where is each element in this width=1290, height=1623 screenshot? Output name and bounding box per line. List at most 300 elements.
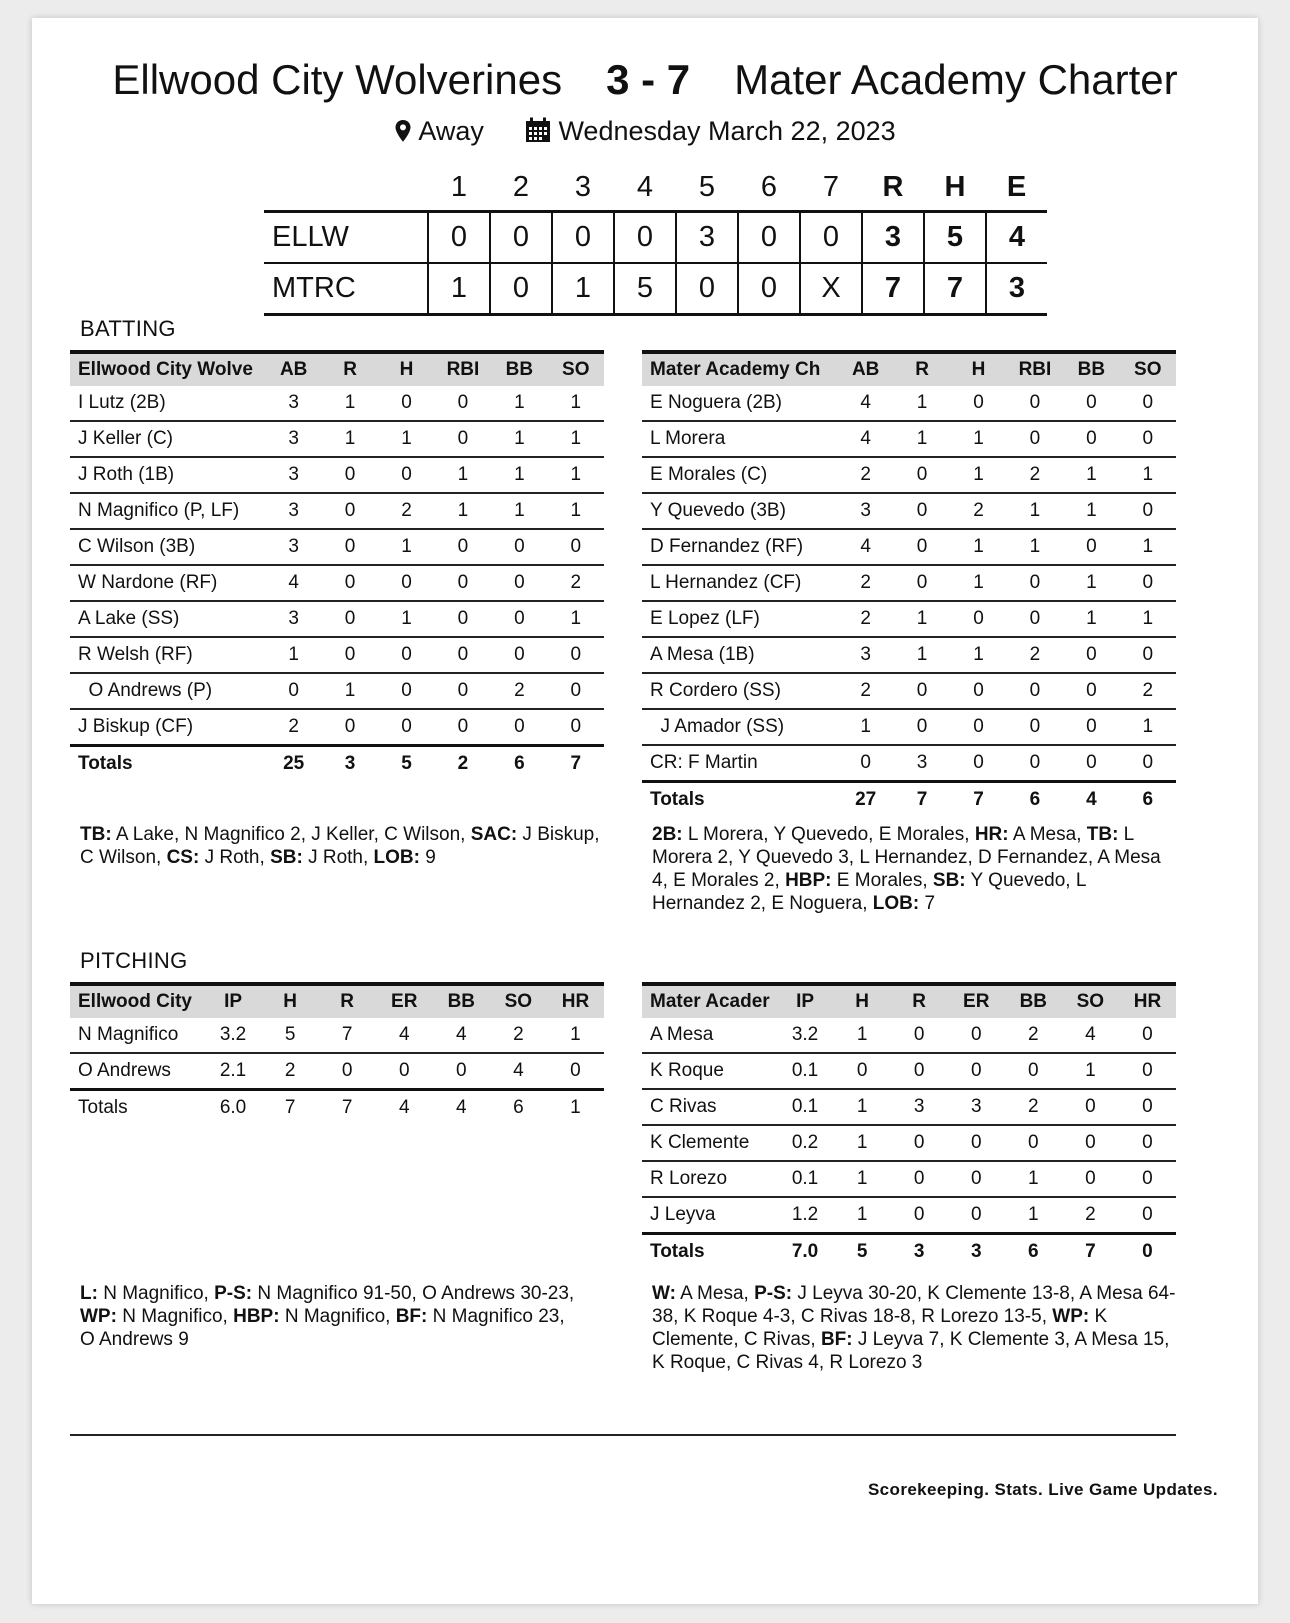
totals-label: Totals	[70, 1090, 205, 1126]
stat-cell: 3	[265, 601, 321, 637]
note-stat-label: LOB:	[373, 847, 420, 868]
player-name: R Welsh (RF)	[70, 637, 265, 673]
totals-label: Totals	[642, 782, 837, 818]
hits-cell: 5	[924, 212, 986, 264]
stat-cell: 3	[837, 493, 893, 529]
stat-cell: 0	[1063, 709, 1119, 745]
team-column-header: Mater Academy Ch	[650, 359, 821, 380]
totals-cell: 7	[950, 782, 1006, 818]
totals-cell: 6	[491, 746, 547, 782]
note-stat-label: HBP:	[785, 870, 832, 891]
totals-row	[642, 782, 1176, 818]
linescore-row-home	[264, 263, 1047, 315]
stat-column-header: H	[855, 991, 869, 1012]
note-stat-text: E Morales,	[831, 870, 933, 891]
player-row	[70, 386, 604, 421]
stat-cell: 3	[265, 457, 321, 493]
pitching-notes-home	[652, 1282, 1180, 1374]
table-header-row	[70, 984, 604, 1018]
stat-cell: 1	[570, 392, 582, 413]
note-stat-text: L Morera 2, Y Quevedo 3, L Hernandez, D Fernandez, A Mesa 4, E Morales 2,	[652, 824, 1161, 891]
stat-cell: 0	[1063, 673, 1119, 709]
stat-column-header: R	[912, 991, 927, 1012]
stat-column-header: SO	[1076, 991, 1105, 1012]
stat-column-header: RBI	[446, 359, 480, 380]
stat-cell: 0	[319, 1053, 376, 1090]
batting-notes-home	[652, 823, 1172, 915]
pitching-table-away	[70, 982, 604, 1125]
batting-table-home	[642, 350, 1176, 817]
inning-header: 6	[760, 170, 778, 203]
stat-cell: 4	[837, 421, 893, 457]
totals-cell: 4	[376, 1090, 433, 1126]
stat-cell: 2	[1007, 637, 1063, 673]
stat-cell: 0	[948, 1161, 1005, 1197]
totals-cell: 6.0	[205, 1090, 262, 1126]
inning-header: 7	[822, 170, 840, 203]
totals-label: Totals	[70, 746, 265, 782]
stat-cell: 1	[834, 1125, 891, 1161]
stat-cell: 0	[378, 565, 434, 601]
table-header-row	[70, 352, 604, 386]
stat-cell: 2	[837, 457, 893, 493]
note-stat-label: SAC:	[470, 824, 518, 845]
stat-cell: 4	[1085, 1024, 1096, 1045]
stat-cell: 1	[1007, 529, 1063, 565]
stat-cell: 1	[950, 565, 1006, 601]
stat-cell: 4	[265, 565, 321, 601]
note-stat-text: Y Quevedo, L Hernandez 2, E Noguera,	[652, 870, 1086, 914]
stat-cell: 0	[1007, 673, 1063, 709]
inning-cell: 0	[738, 263, 800, 315]
note-stat-label: SB:	[270, 847, 303, 868]
stat-cell: 0	[1062, 1089, 1119, 1125]
note-stat-label: TB:	[80, 824, 112, 845]
player-name: A Mesa	[650, 1024, 714, 1045]
stat-cell: 1	[894, 421, 950, 457]
stat-cell: 0	[435, 421, 491, 457]
inning-header: 1	[450, 170, 468, 203]
batting-notes-away	[80, 823, 600, 869]
final-score: 3 - 7	[606, 56, 691, 103]
inning-header: 4	[636, 170, 654, 203]
stat-cell: 3.2	[219, 1024, 247, 1045]
runs-cell: 3	[862, 212, 924, 264]
stat-cell: 2	[513, 1024, 524, 1045]
batting-table-away	[70, 350, 604, 781]
stat-cell: 7	[341, 1024, 353, 1045]
stat-cell: 0	[948, 1053, 1005, 1089]
player-row	[642, 1053, 1176, 1089]
stat-cell: 2	[265, 709, 321, 746]
stat-cell: 1	[894, 637, 950, 673]
player-row	[70, 601, 604, 637]
stat-cell: 2	[837, 565, 893, 601]
stat-cell: 0	[435, 709, 491, 746]
note-stat-text: N Magnifico,	[116, 1306, 234, 1327]
totals-row	[70, 1090, 604, 1126]
stat-cell: 4	[837, 529, 893, 565]
stat-cell: 2	[548, 565, 604, 601]
footer-divider	[70, 1434, 1176, 1436]
stat-cell: 2	[1120, 673, 1176, 709]
stat-cell: 3	[265, 493, 321, 529]
stat-cell: 1	[1120, 457, 1176, 493]
stat-cell: 0	[322, 457, 378, 493]
stat-cell: 0	[1120, 421, 1176, 457]
stat-cell: 0	[435, 673, 491, 709]
team-abbr: ELLW	[272, 221, 349, 253]
stat-cell: 0	[548, 529, 604, 565]
totals-cell: 6	[1120, 782, 1176, 818]
stat-column-header: IP	[224, 991, 243, 1012]
game-title	[32, 56, 1258, 104]
inning-cell: X	[800, 263, 862, 315]
stat-cell: 1	[378, 529, 434, 565]
stat-cell: 0	[1007, 421, 1063, 457]
inning-header: 5	[698, 170, 716, 203]
player-name: E Morales (C)	[642, 457, 837, 493]
pitching-table-home	[642, 982, 1176, 1269]
stat-cell: 0	[1005, 1053, 1062, 1089]
note-stat-text: N Magnifico 91-50, O Andrews 30-23,	[252, 1283, 575, 1304]
player-row	[70, 1053, 604, 1090]
stat-cell: 0	[322, 709, 378, 746]
stat-cell: 0	[322, 529, 378, 565]
note-stat-text: N Magnifico,	[279, 1306, 396, 1327]
note-stat-label: P-S:	[214, 1283, 253, 1304]
stat-cell: 0.1	[777, 1089, 834, 1125]
stat-cell: 0	[1120, 565, 1176, 601]
inning-cell: 0	[490, 212, 552, 264]
player-name: O Andrews	[70, 1053, 205, 1090]
stat-cell: 0	[891, 1161, 948, 1197]
stat-cell: 0	[547, 1053, 604, 1090]
stat-cell: 1	[894, 601, 950, 637]
note-stat-label: TB:	[1086, 824, 1119, 845]
stat-column-header: ER	[391, 991, 418, 1012]
stat-cell: 1	[548, 457, 604, 493]
inning-cell: 0	[552, 212, 614, 264]
inning-cell: 3	[676, 212, 738, 264]
note-stat-text: L Morera, Y Quevedo, E Morales,	[682, 824, 975, 845]
player-name: J Amador (SS)	[642, 709, 837, 745]
stat-cell: 1	[916, 392, 928, 413]
inning-cell: 0	[676, 263, 738, 315]
stat-cell: 0	[378, 673, 434, 709]
stat-column-header: AB	[851, 359, 880, 380]
player-name: D Fernandez (RF)	[642, 529, 837, 565]
stat-cell: 1	[378, 421, 434, 457]
stat-cell: 0	[894, 709, 950, 745]
stat-cell: 0	[894, 673, 950, 709]
stat-cell: 0	[1120, 493, 1176, 529]
totals-cell: 1	[547, 1090, 604, 1126]
stat-cell: 3	[288, 392, 299, 413]
note-stat-text: J Leyva 30-20, K Clemente 13-8, A Mesa 64-38, K Roque 4-3, C Rivas 18-8, R Lorezo 13-5,	[652, 1283, 1176, 1327]
stat-cell: 0	[950, 601, 1006, 637]
stat-cell: 1	[435, 457, 491, 493]
player-row	[642, 1161, 1176, 1197]
stat-cell: 4	[398, 1024, 410, 1045]
player-name: J Leyva	[642, 1197, 777, 1234]
stat-cell: 0	[322, 493, 378, 529]
stat-cell: 1	[1120, 529, 1176, 565]
stat-cell: 1	[1005, 1161, 1062, 1197]
stat-cell: 0	[376, 1053, 433, 1090]
stat-cell: 0	[435, 565, 491, 601]
player-name: Y Quevedo (3B)	[642, 493, 837, 529]
player-name: R Lorezo	[642, 1161, 777, 1197]
stat-cell: 0	[891, 1125, 948, 1161]
stat-column-header: SO	[1134, 359, 1162, 380]
stat-column-header: BB	[505, 359, 534, 380]
stat-cell: 1	[514, 392, 525, 413]
stat-cell: 1	[548, 421, 604, 457]
stat-cell: 0	[891, 1053, 948, 1089]
note-stat-text: 7	[919, 893, 936, 914]
stat-cell: 0	[1005, 1125, 1062, 1161]
player-name: J Keller (C)	[70, 421, 265, 457]
player-name: R Cordero (SS)	[642, 673, 837, 709]
stat-cell: 5	[284, 1024, 296, 1045]
note-stat-text: J Biskup, C Wilson,	[80, 824, 600, 868]
stat-cell: 0.1	[777, 1161, 834, 1197]
stat-cell: 0	[435, 637, 491, 673]
stat-cell: 0	[1119, 1089, 1176, 1125]
totals-cell: 6	[490, 1090, 547, 1126]
stat-cell: 0	[894, 565, 950, 601]
inning-cell: 0	[738, 212, 800, 264]
stat-cell: 2	[1028, 1024, 1039, 1045]
stat-column-header: HR	[561, 991, 590, 1012]
totals-row	[642, 1234, 1176, 1270]
stat-cell: 1	[435, 493, 491, 529]
stat-cell: 0	[1029, 392, 1041, 413]
totals-cell: 7	[548, 746, 604, 782]
note-stat-text: J Roth,	[199, 847, 271, 868]
totals-cell: 6	[1005, 1234, 1062, 1270]
stat-cell: 0	[894, 529, 950, 565]
stat-cell: 0	[1062, 1125, 1119, 1161]
inning-cell: 0	[800, 212, 862, 264]
stat-cell: 0	[1119, 1053, 1176, 1089]
stat-cell: 1	[837, 709, 893, 745]
player-row	[642, 565, 1176, 601]
stat-cell: 0	[1063, 529, 1119, 565]
stat-column-header: H	[971, 359, 986, 380]
player-name: CR: F Martin	[642, 745, 837, 782]
stat-cell: 1.2	[777, 1197, 834, 1234]
stat-cell: 1	[834, 1089, 891, 1125]
map-pin-icon	[394, 116, 412, 146]
player-row	[70, 421, 604, 457]
stat-cell: 0	[1007, 565, 1063, 601]
stat-cell: 1	[1120, 709, 1176, 745]
stat-cell: 0	[491, 637, 547, 673]
team-column-header: Ellwood City Wolve	[78, 359, 253, 380]
note-stat-label: WP:	[1052, 1306, 1090, 1327]
inning-header: 2	[512, 170, 530, 203]
stat-cell: 1	[834, 1161, 891, 1197]
totals-cell: 2	[435, 746, 491, 782]
totals-cell: 7	[1062, 1234, 1119, 1270]
totals-cell: 3	[891, 1234, 948, 1270]
player-name: J Biskup (CF)	[70, 709, 265, 746]
team-column-header: Mater Acader	[650, 991, 770, 1012]
stat-cell: 0	[457, 392, 469, 413]
stat-cell: 0	[1086, 392, 1097, 413]
stat-cell: 0	[265, 673, 321, 709]
inning-cell: 5	[614, 263, 676, 315]
stat-cell: 0	[913, 1024, 925, 1045]
player-name: K Clemente	[642, 1125, 777, 1161]
runs-cell: 7	[862, 263, 924, 315]
stat-column-header: BB	[1019, 991, 1048, 1012]
note-stat-text: J Roth,	[302, 847, 374, 868]
note-stat-label: HR:	[974, 824, 1009, 845]
stat-cell: 3	[265, 529, 321, 565]
stat-cell: 0	[322, 637, 378, 673]
note-stat-label: L:	[80, 1283, 98, 1304]
player-row	[642, 709, 1176, 745]
stat-cell: 0	[1063, 421, 1119, 457]
stat-cell: 1	[834, 1197, 891, 1234]
player-row	[70, 637, 604, 673]
errors-header: E	[1006, 170, 1027, 203]
stat-cell: 0	[1120, 745, 1176, 782]
note-stat-text: J Leyva 7, K Clemente 3, A Mesa 15, K Roque, C Rivas 4, R Lorezo 3	[652, 1329, 1170, 1373]
stat-column-header: R	[343, 359, 357, 380]
stat-cell: 3.2	[791, 1024, 819, 1045]
player-row	[70, 1018, 604, 1053]
stat-cell: 0	[433, 1053, 490, 1090]
stat-cell: 1	[950, 457, 1006, 493]
stat-cell: 0	[894, 457, 950, 493]
stat-cell: 0	[491, 601, 547, 637]
totals-cell: 7.0	[777, 1234, 834, 1270]
player-row	[642, 457, 1176, 493]
stat-cell: 2.1	[205, 1053, 262, 1090]
player-row	[642, 386, 1176, 421]
stat-column-header: HR	[1133, 991, 1162, 1012]
player-row	[70, 529, 604, 565]
stat-cell: 0.2	[777, 1125, 834, 1161]
footer-tagline: Scorekeeping. Stats. Live Game Updates.	[867, 1480, 1218, 1499]
stat-cell: 0	[950, 709, 1006, 745]
player-row	[642, 421, 1176, 457]
stat-cell: 2	[1005, 1089, 1062, 1125]
player-row	[642, 637, 1176, 673]
stat-column-header: BB	[447, 991, 476, 1012]
player-name: J Roth (1B)	[70, 457, 265, 493]
stat-cell: 0.1	[777, 1053, 834, 1089]
stat-cell: 0	[837, 745, 893, 782]
stat-column-header: R	[340, 991, 355, 1012]
stat-column-header: IP	[796, 991, 815, 1012]
stat-cell: 2	[491, 673, 547, 709]
note-stat-text: A Lake, N Magnifico 2, J Keller, C Wilson,	[111, 824, 471, 845]
totals-label: Totals	[642, 1234, 777, 1270]
player-row	[70, 709, 604, 746]
note-stat-text: A Mesa,	[675, 1283, 755, 1304]
inning-cell: 1	[552, 263, 614, 315]
stat-column-header: SO	[504, 991, 533, 1012]
stat-column-header: BB	[1077, 359, 1106, 380]
note-stat-label: P-S:	[754, 1283, 793, 1304]
stat-cell: 0	[891, 1197, 948, 1234]
totals-cell: 25	[265, 746, 321, 782]
stat-cell: 1	[378, 601, 434, 637]
note-stat-label: BF:	[395, 1306, 428, 1327]
stat-cell: 0	[1142, 1024, 1153, 1045]
stat-cell: 4	[860, 392, 871, 413]
totals-cell: 7	[262, 1090, 319, 1126]
inning-cell: 1	[428, 263, 490, 315]
stat-cell: 0	[378, 709, 434, 746]
stat-cell: 2	[950, 493, 1006, 529]
player-row	[642, 673, 1176, 709]
stat-cell: 1	[950, 529, 1006, 565]
away-team-name: Ellwood City Wolverines	[112, 56, 563, 103]
box-score-sheet	[32, 18, 1258, 1604]
note-stat-label: 2B:	[652, 824, 683, 845]
totals-cell: 0	[1119, 1234, 1176, 1270]
stat-cell: 2	[837, 601, 893, 637]
stat-cell: 1	[548, 601, 604, 637]
player-row	[642, 493, 1176, 529]
player-name: N Magnifico	[78, 1024, 179, 1045]
stat-cell: 1	[570, 1024, 581, 1045]
note-stat-text: A Mesa,	[1008, 824, 1087, 845]
player-name: N Magnifico (P, LF)	[70, 493, 265, 529]
note-stat-text: N Magnifico,	[97, 1283, 215, 1304]
player-name: A Lake (SS)	[70, 601, 265, 637]
stat-column-header: AB	[279, 359, 308, 380]
player-name: C Wilson (3B)	[70, 529, 265, 565]
totals-cell: 3	[948, 1234, 1005, 1270]
stat-cell: 0	[1063, 637, 1119, 673]
note-stat-text: 9	[419, 847, 436, 868]
stat-cell: 2	[262, 1053, 319, 1090]
stat-cell: 0	[1063, 745, 1119, 782]
stat-cell: 1	[548, 493, 604, 529]
stat-cell: 0	[1007, 745, 1063, 782]
stat-cell: 1	[1063, 457, 1119, 493]
totals-cell: 5	[834, 1234, 891, 1270]
runs-header: R	[882, 170, 904, 203]
note-stat-text: K Clemente, C Rivas,	[652, 1306, 1108, 1350]
linescore-row-away	[264, 212, 1047, 264]
stat-cell: 3	[837, 637, 893, 673]
totals-cell: 3	[322, 746, 378, 782]
stat-column-header: ER	[963, 991, 990, 1012]
totals-cell: 7	[319, 1090, 376, 1126]
stat-cell: 0	[894, 493, 950, 529]
inning-cell: 0	[614, 212, 676, 264]
errors-cell: 4	[986, 212, 1047, 264]
player-name: I Lutz (2B)	[78, 392, 166, 413]
hits-cell: 7	[924, 263, 986, 315]
stat-cell: 1	[950, 421, 1006, 457]
stat-column-header: SO	[562, 359, 590, 380]
player-row	[642, 1197, 1176, 1234]
note-stat-text: N Magnifico 23, O Andrews 9	[80, 1306, 565, 1350]
stat-cell: 0	[1007, 601, 1063, 637]
stat-cell: 1	[322, 421, 378, 457]
stat-cell: 0	[322, 601, 378, 637]
stat-cell: 0	[1007, 709, 1063, 745]
